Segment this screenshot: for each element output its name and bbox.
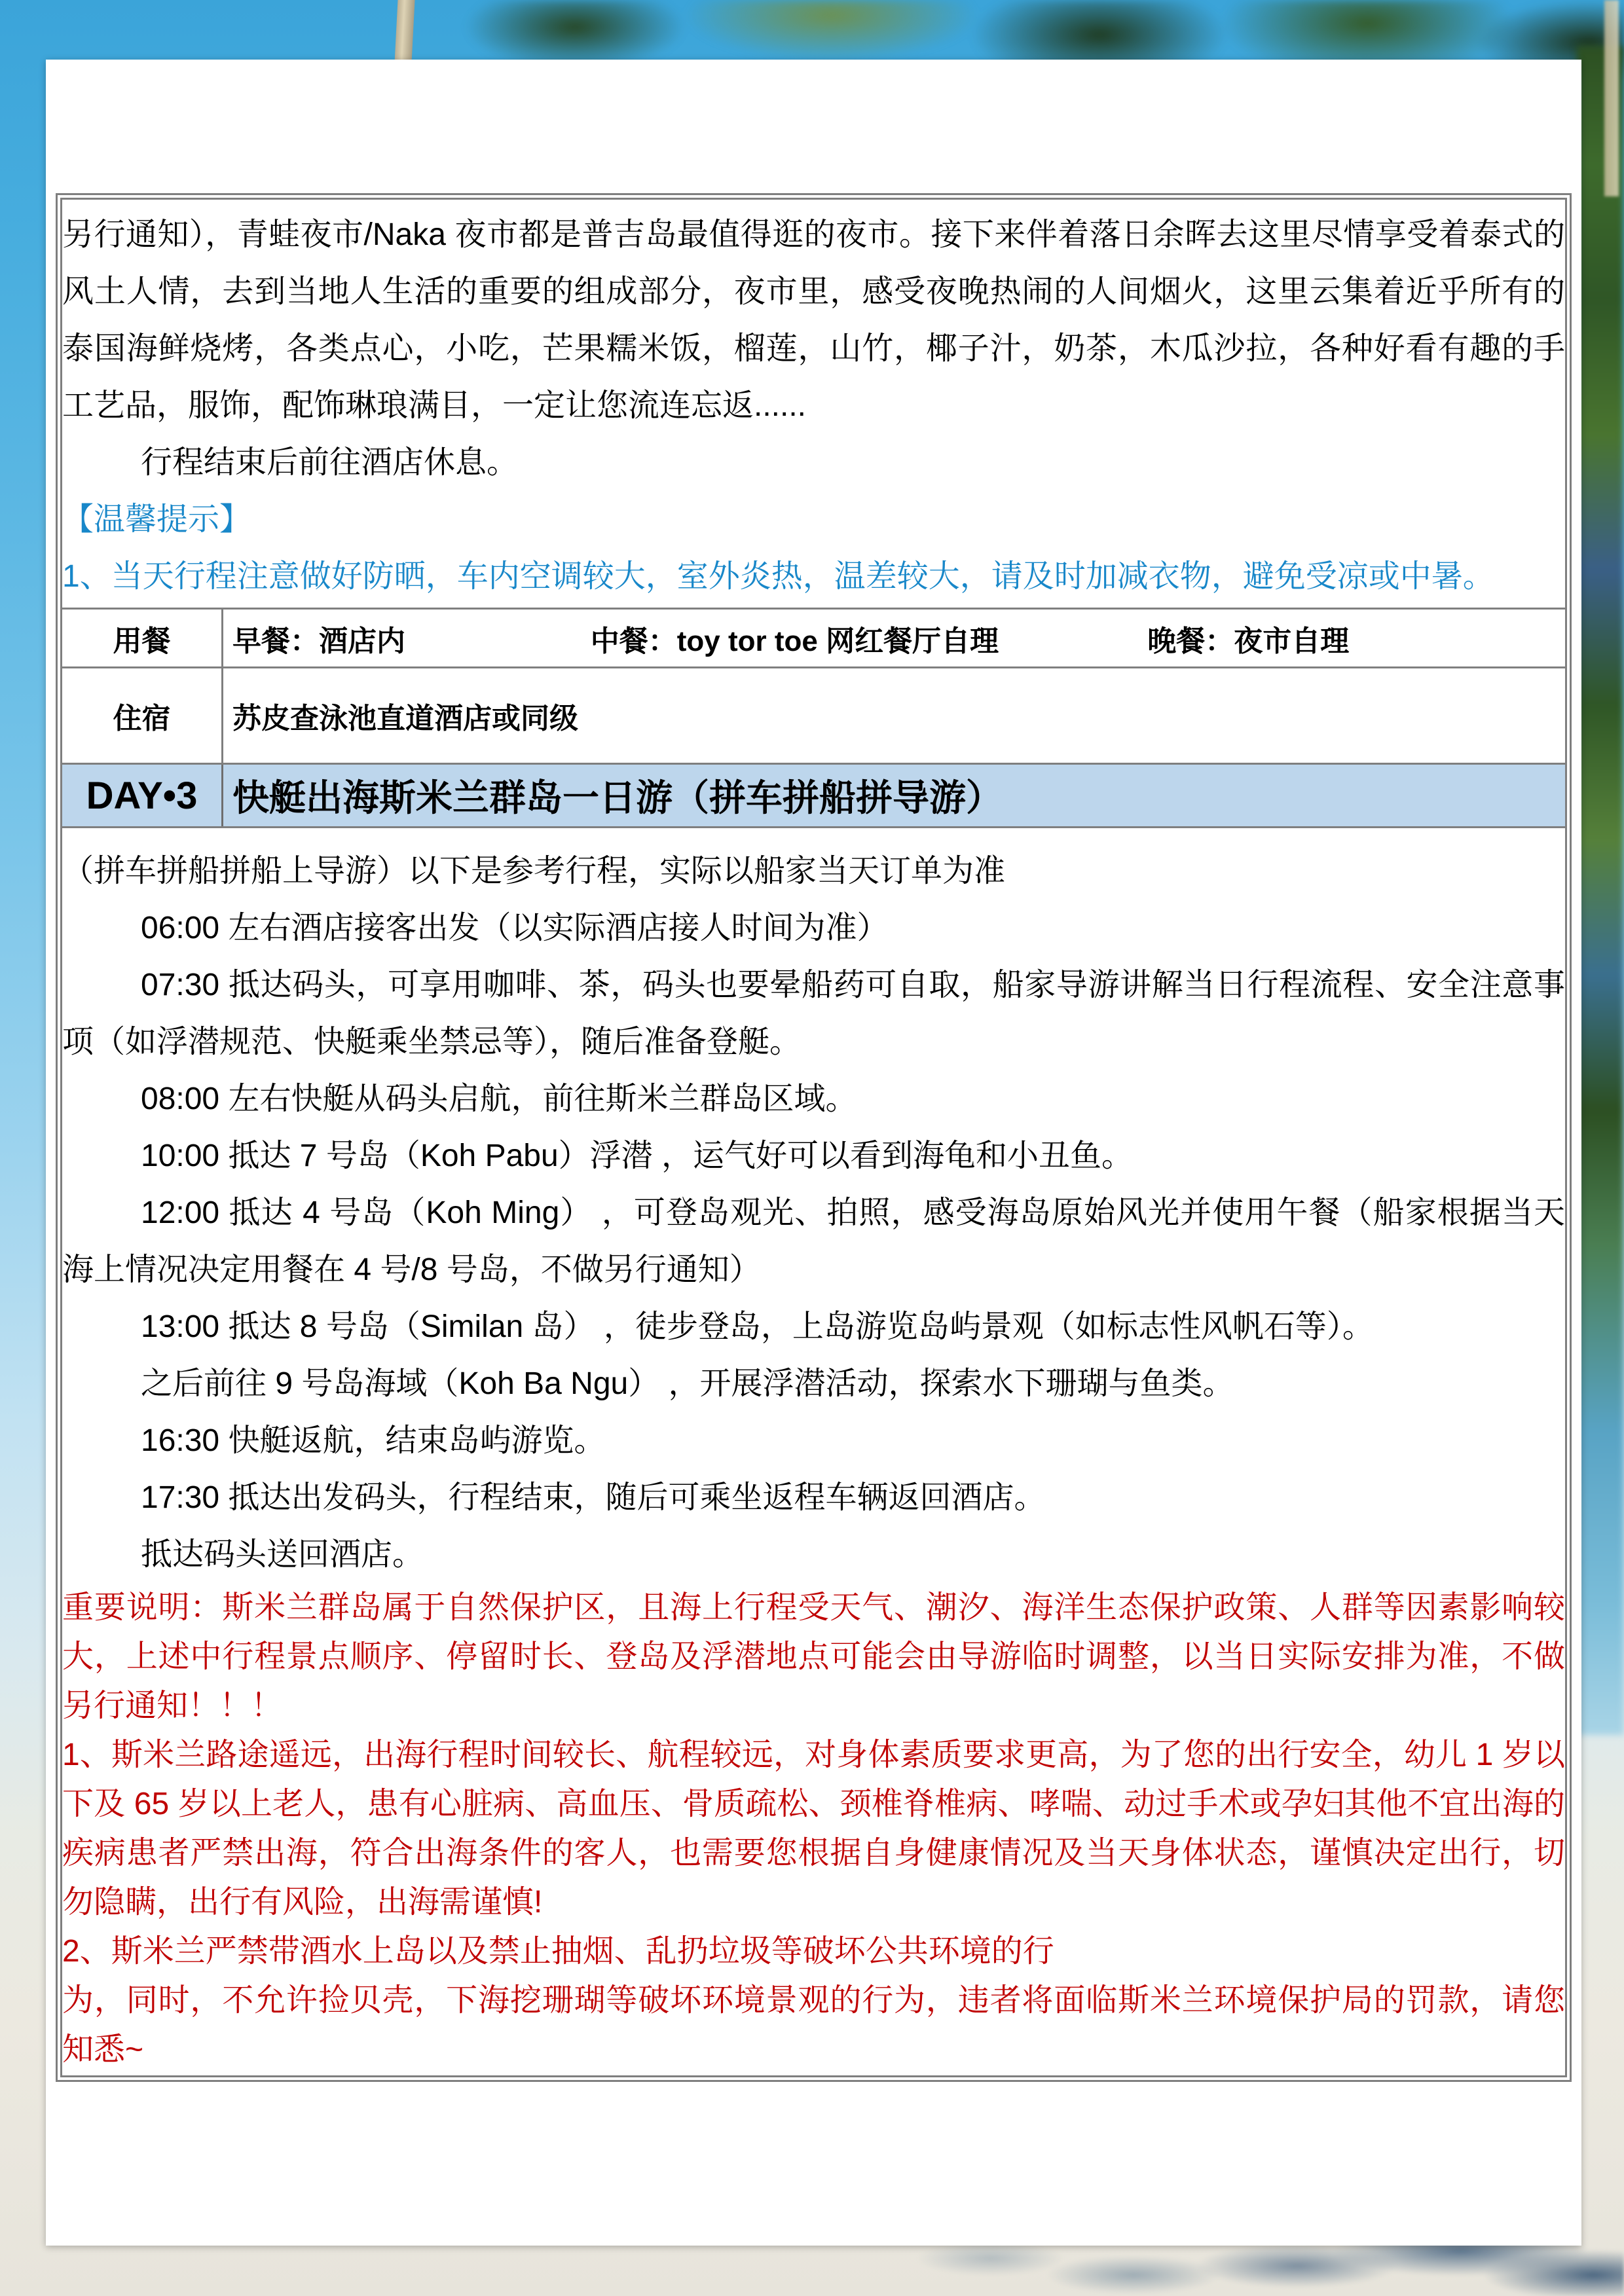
table-row-lodging <box>62 668 1565 765</box>
lunch-value: 中餐：toy tor toe 网红餐厅自理 <box>590 625 999 657</box>
meals-values <box>223 610 1565 666</box>
tips-item-1: 1、当天行程注意做好防晒，车内空调较大，室外炎热，温差较大，请及时加减衣物，避免受凉或中暑。 <box>62 559 1494 594</box>
notice-paragraph-2: 2、斯米兰严禁带酒水上岛以及禁止抽烟、乱扔垃圾等破坏公共环境的行 <box>62 1934 1054 1969</box>
itinerary-note: （拼车拼船拼船上导游）以下是参考行程，实际以船家当天订单为准 <box>62 854 1006 888</box>
table-row-meals <box>62 610 1565 668</box>
itinerary-item-island9: 之后前往 9 号岛海域（Koh Ba Ngu） ，开展浮潜活动，探索水下珊瑚与鱼类。 <box>141 1366 1234 1401</box>
notice-paragraph-1: 1、斯米兰路途遥远，出海行程时间较长、航程较远，对身体素质要求更高，为了您的出行安全，幼儿 1 岁以下及 65 岁以上老人，患有心脏病、高血压、骨质疏松、颈椎脊椎病、哮喘、动过手术或孕妇其他不宜出海的疾病患者严禁出海，符合出海条件的客人，也需要您根据自身健康情况及当天身体状态，谨慎决定出行，切勿隐瞒，出行有风险，出海需谨慎! <box>62 1738 1565 1920</box>
info-table <box>62 608 1565 828</box>
breakfast-value: 早餐：酒店内 <box>232 625 405 657</box>
rest-line: 行程结束后前往酒店休息。 <box>141 445 519 480</box>
itinerary-item-0730: 07:30 抵达码头，可享用咖啡、茶，码头也要晕船药可自取，船家导游讲解当日行程流程、安全注意事项（如浮潜规范、快艇乘坐禁忌等），随后准备登艇。 <box>62 968 1565 1059</box>
notice-paragraph-main: 重要说明：斯米兰群岛属于自然保护区，且海上行程受天气、潮汐、海洋生态保护政策、人群等因素影响较大，上述中行程景点顺序、停留时长、登岛及浮潜地点可能会由导游临时调整，以当日实际安排为准，不做另行通知！！！ <box>62 1590 1565 1723</box>
itinerary-item-1730: 17:30 抵达出发码头，行程结束，随后可乘坐返程车辆返回酒店。 <box>141 1480 1046 1515</box>
itinerary-item-0800: 08:00 左右快艇从码头启航，前往斯米兰群岛区域。 <box>141 1082 857 1116</box>
itinerary-section <box>62 843 1565 1583</box>
meals-label: 用餐 <box>62 610 223 666</box>
itinerary-item-1200: 12:00 抵达 4 号岛（Koh Ming） ，可登岛观光、拍照，感受海岛原始风光并使用午餐（船家根据当天海上情况决定用餐在 4 号/8 号岛，不做另行通知） <box>62 1195 1565 1287</box>
day-title: 快艇出海斯米兰群岛一日游（拼车拼船拼导游） <box>232 777 1003 818</box>
palm-trunk-right <box>1604 0 1619 196</box>
lodging-label: 住宿 <box>62 668 223 763</box>
rope-decoration <box>394 0 415 63</box>
palm-foliage-right <box>1577 46 1624 1735</box>
tips-title: 【温馨提示】 <box>62 502 251 537</box>
itinerary-item-return: 抵达码头送回酒店。 <box>141 1537 424 1572</box>
table-row-day-header <box>62 765 1565 826</box>
day-number: DAY•3 <box>62 765 223 826</box>
itinerary-content-box <box>56 193 1572 2082</box>
itinerary-item-1630: 16:30 快艇返航，结束岛屿游览。 <box>141 1423 606 1458</box>
important-notice-section <box>62 1583 1565 2074</box>
intro-paragraph: 另行通知），青蛙夜市/Naka 夜市都是普吉岛最值得逛的夜市。接下来伴着落日余晖去这里尽情享受着泰式的风土人情，去到当地人生活的重要的组成部分，夜市里，感受夜晚热闹的人间烟火，这里云集着近乎所有的泰国海鲜烧烤，各类点心，小吃，芒果糯米饭，榴莲，山竹，椰子汁，奶茶，木瓜沙拉，各种好看有趣的手工艺品，服饰，配饰琳琅满目，一定让您流连忘返...... <box>62 217 1565 423</box>
itinerary-item-1000: 10:00 抵达 7 号岛（Koh Pabu）浮潜 ，运气好可以看到海龟和小丑鱼。 <box>141 1139 1134 1173</box>
itinerary-item-1300: 13:00 抵达 8 号岛（Similan 岛） ，徒步登岛，上岛游览岛屿景观（如标志性风帆石等）。 <box>141 1309 1374 1344</box>
dinner-value: 晚餐：夜市自理 <box>1147 625 1350 657</box>
itinerary-item-0600: 06:00 左右酒店接客出发（以实际酒店接人时间为准） <box>141 911 889 945</box>
lodging-value: 苏皮查泳池直道酒店或同级 <box>232 702 578 735</box>
notice-paragraph-3: 为，同时，不允许捡贝壳，下海挖珊瑚等破坏环境景观的行为，违者将面临斯米兰环境保护局的罚款，请您知悉~ <box>62 1983 1565 2067</box>
document-page <box>46 60 1581 2246</box>
